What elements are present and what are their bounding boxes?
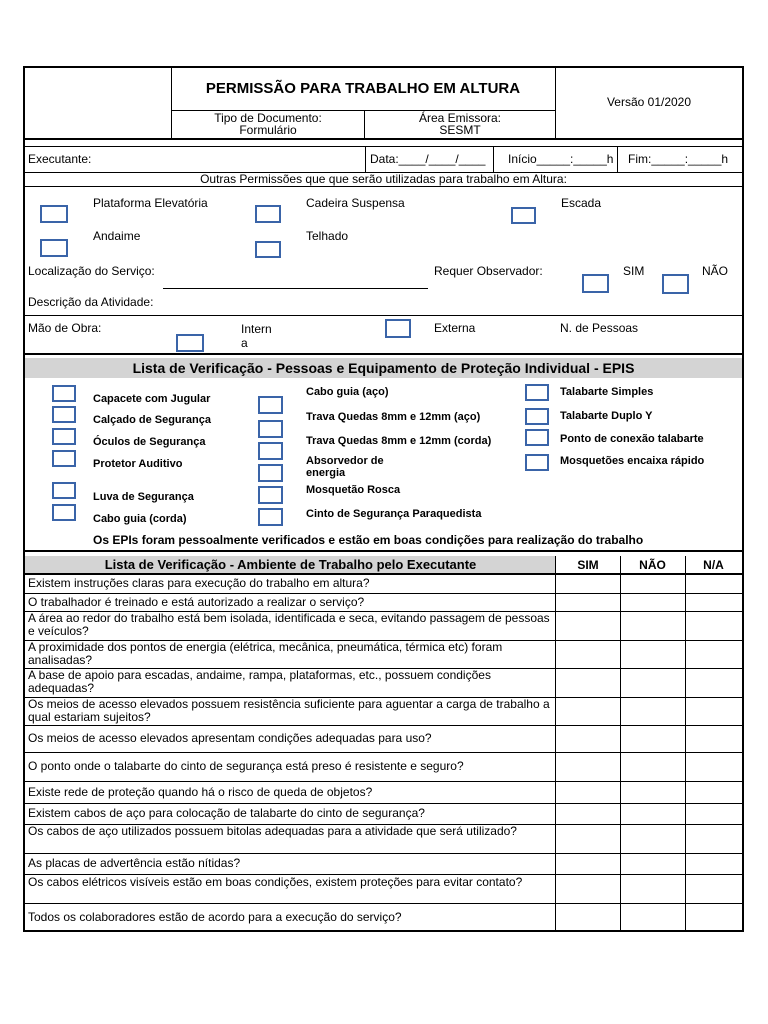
observador-sim-label: SIM — [623, 264, 645, 278]
mao-de-obra-label: Mão de Obra: — [28, 321, 102, 335]
doc-type-label: Tipo de Documento: — [214, 111, 322, 125]
interna-label-1: Intern — [241, 322, 272, 336]
question-item: A base de apoio para escadas, andaime, rampa, plataformas, etc., possuem condições adequadas? — [28, 668, 491, 695]
question-item: Existe rede de proteção quando há o risco de queda de objetos? — [28, 785, 373, 799]
epi-checkbox[interactable] — [258, 464, 283, 482]
executante-field[interactable]: Executante: — [28, 152, 92, 166]
descricao-label: Descrição da Atividade: — [28, 295, 154, 309]
externa-label: Externa — [434, 321, 476, 335]
form-title: PERMISSÃO PARA TRABALHO EM ALTURA — [205, 80, 521, 97]
table-row-line — [25, 903, 742, 904]
question-item: O ponto onde o talabarte do cinto de segurança está preso é resistente e seguro? — [28, 759, 464, 773]
doc-type-value: Formulário — [239, 123, 297, 137]
version-label: Versão 01/2020 — [606, 95, 692, 109]
area-value: SESMT — [439, 123, 481, 137]
question-item: Os meios de acesso elevados possuem resistência suficiente para aguentar a carga de trabalho a qual estariam sujeitos? — [28, 697, 550, 724]
escada-checkbox[interactable] — [511, 207, 536, 224]
epi-luva: Luva de Segurança — [93, 491, 194, 503]
date-field[interactable]: Data:____/____/____ — [370, 152, 486, 166]
andaime-label: Andaime — [93, 229, 141, 243]
epi-checkbox[interactable] — [258, 508, 283, 526]
epi-absorvedor: Absorvedor de energia — [306, 455, 384, 479]
question-item: Os cabos elétricos visíveis estão em boas condições, existem proteções para evitar contato? — [28, 875, 523, 889]
interna-checkbox[interactable] — [176, 334, 204, 352]
observador-nao-checkbox[interactable] — [662, 274, 689, 294]
epi-capacete: Capacete com Jugular — [93, 393, 211, 405]
question-item: Existem instruções claras para execução do trabalho em altura? — [28, 576, 370, 590]
question-item: Existem cabos de aço para colocação de talabarte do cinto de segurança? — [28, 806, 425, 820]
escada-label: Escada — [561, 196, 602, 210]
other-permits-label: Outras Permissões que que serão utilizadas para trabalho em Altura: — [200, 172, 567, 186]
epi-checkbox[interactable] — [525, 408, 549, 425]
cadeira-checkbox[interactable] — [255, 205, 281, 223]
end-time-field[interactable]: Fim:_____:_____h — [628, 152, 729, 166]
n-pessoas-label: N. de Pessoas — [560, 321, 639, 335]
question-item: O trabalhador é treinado e está autorizado a realizar o serviço? — [28, 595, 365, 609]
epi-talabarte-simples: Talabarte Simples — [560, 386, 654, 398]
plataforma-checkbox[interactable] — [40, 205, 68, 223]
section-line — [24, 353, 743, 355]
epi-protetor: Protetor Auditivo — [93, 458, 183, 470]
epis-statement: Os EPIs foram pessoalmente verificados e estão em boas condições para realização do trabalho — [93, 533, 644, 547]
epi-checkbox[interactable] — [52, 406, 76, 423]
telhado-checkbox[interactable] — [255, 241, 281, 258]
requer-observador-label: Requer Observador: — [434, 264, 543, 278]
table-row-line — [25, 781, 742, 782]
externa-checkbox[interactable] — [385, 319, 411, 338]
epis-title: Lista de Verificação - Pessoas e Equipamento de Proteção Individual - EPIS — [132, 360, 635, 376]
question-item: Os cabos de aço utilizados possuem bitolas adequadas para a atividade que será utilizado? — [28, 824, 517, 838]
epi-checkbox[interactable] — [258, 486, 283, 504]
andaime-checkbox[interactable] — [40, 239, 68, 257]
question-item: A área ao redor do trabalho está bem isolada, identificada e seca, evitando passagem de pessoas e veículos? — [28, 611, 550, 638]
col-na-header: N/A — [703, 558, 724, 572]
area-label: Área Emissora: — [418, 111, 502, 125]
row-divider — [365, 146, 366, 172]
epi-checkbox[interactable] — [525, 384, 549, 401]
epi-ponto-conexao: Ponto de conexão talabarte — [560, 433, 704, 445]
localizacao-label: Localização do Serviço: — [28, 264, 155, 278]
section-line — [24, 550, 743, 552]
epi-checkbox[interactable] — [52, 428, 76, 445]
epi-cabo-corda: Cabo guia (corda) — [93, 513, 187, 525]
epi-mosquetoes: Mosquetões encaixa rápido — [560, 455, 705, 467]
table-row-line — [25, 725, 742, 726]
col-sim-header: SIM — [577, 558, 599, 572]
question-item: As placas de advertência estão nítidas? — [28, 856, 241, 870]
epi-calcado: Calçado de Segurança — [93, 414, 211, 426]
row-line — [24, 315, 743, 316]
epi-checkbox[interactable] — [52, 385, 76, 402]
table-row-line — [25, 752, 742, 753]
ambiente-title: Lista de Verificação - Ambiente de Trabalho pelo Executante — [104, 557, 477, 572]
col-nao-header: NÃO — [639, 558, 666, 572]
row-divider — [493, 146, 494, 172]
observador-nao-label: NÃO — [702, 264, 729, 278]
epi-checkbox[interactable] — [258, 442, 283, 460]
row-line — [24, 186, 743, 187]
plataforma-label: Plataforma Elevatória — [93, 196, 208, 210]
epi-checkbox[interactable] — [52, 482, 76, 499]
epi-mosquetao-rosca: Mosquetão Rosca — [306, 484, 401, 496]
table-row-line — [25, 573, 742, 575]
epi-checkbox[interactable] — [258, 420, 283, 438]
telhado-label: Telhado — [306, 229, 349, 243]
observador-sim-checkbox[interactable] — [582, 274, 609, 293]
epi-checkbox[interactable] — [52, 450, 76, 467]
table-row-line — [25, 593, 742, 594]
table-row-line — [25, 853, 742, 854]
start-time-field[interactable]: Início_____:_____h — [508, 152, 614, 166]
question-item: Os meios de acesso elevados apresentam condições adequadas para uso? — [28, 731, 432, 745]
header-bottom-line — [24, 138, 743, 140]
localizacao-underline[interactable] — [163, 288, 428, 289]
epi-checkbox[interactable] — [525, 429, 549, 446]
row-divider — [617, 146, 618, 172]
question-item: A proximidade dos pontos de energia (elétrica, mecânica, pneumática, térmica etc) foram analisadas? — [28, 640, 503, 667]
epi-cinto: Cinto de Segurança Paraquedista — [306, 508, 482, 520]
epi-trava-corda: Trava Quedas 8mm e 12mm (corda) — [306, 435, 492, 447]
epi-oculos: Óculos de Segurança — [93, 436, 206, 448]
cadeira-label: Cadeira Suspensa — [306, 196, 405, 210]
epi-cabo-aco: Cabo guia (aço) — [306, 386, 389, 398]
question-item: Todos os colaboradores estão de acordo para a execução do serviço? — [28, 910, 402, 924]
interna-label-2: a — [241, 336, 248, 350]
epi-checkbox[interactable] — [258, 396, 283, 414]
epi-checkbox[interactable] — [525, 454, 549, 471]
epi-trava-aco: Trava Quedas 8mm e 12mm (aço) — [306, 411, 481, 423]
row-line — [24, 146, 743, 147]
epi-checkbox[interactable] — [52, 504, 76, 521]
epi-talabarte-duplo: Talabarte Duplo Y — [560, 410, 653, 422]
table-row-line — [25, 803, 742, 804]
